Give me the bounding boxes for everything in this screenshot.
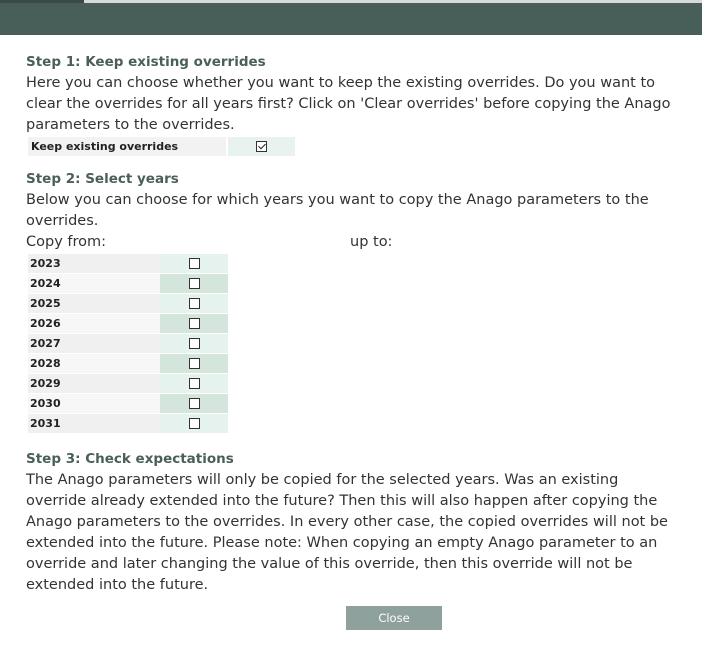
year-checkbox-cell [160,334,228,354]
year-row [28,354,228,374]
step3-text: The Anago parameters will only be copied for the selected years. Was an existing override already extended into the future? Then this will also happen after copying the Anago parameters to the overrides. In every other case, the copied overrides will not be extended into the future. Please note: When copying an empty Anago parameter to an override and later changing the value of this override, then this override will not be extended into the future. [26,472,668,593]
year-row [28,274,228,294]
keep-overrides-label: Keep existing overrides [28,137,226,156]
year-checkbox[interactable] [189,278,200,289]
year-label: 2029 [28,374,160,394]
year-label: 2030 [28,394,160,414]
keep-overrides-checkbox[interactable] [256,141,267,152]
year-label: 2026 [28,314,160,334]
step2-title: Step 2: Select years [26,171,179,187]
year-checkbox-cell [160,274,228,294]
year-checkbox[interactable] [189,318,200,329]
dialog-header [0,3,702,35]
keep-overrides-cell [228,137,295,156]
step2-text: Below you can choose for which years you want to copy the Anago parameters to the overrides. [26,192,649,229]
step1-text: Here you can choose whether you want to keep the existing overrides. Do you want to clear the overrides for all years first? Click on 'Clear overrides' before copying the Anago parameters to the overrides. [26,75,671,133]
year-checkbox[interactable] [189,258,200,269]
year-row [28,254,228,274]
year-label: 2028 [28,354,160,374]
year-label: 2031 [28,414,160,434]
close-button[interactable]: Close [346,606,442,630]
copy-range-labels [26,232,676,253]
year-checkbox-cell [160,314,228,334]
copy-from-label: Copy from: [26,234,107,250]
up-to-label: up to: [350,234,393,250]
keep-overrides-row [28,137,296,156]
year-checkbox[interactable] [189,298,200,309]
year-label: 2025 [28,294,160,314]
year-list [28,254,228,434]
year-checkbox-cell [160,294,228,314]
year-checkbox[interactable] [189,398,200,409]
year-row [28,374,228,394]
year-checkbox-cell [160,414,228,434]
step1-title: Step 1: Keep existing overrides [26,54,266,70]
year-label: 2027 [28,334,160,354]
year-row [28,414,228,434]
year-row [28,294,228,314]
year-checkbox-cell [160,394,228,414]
year-row [28,334,228,354]
step3-title: Step 3: Check expectations [26,451,234,467]
year-checkbox[interactable] [189,418,200,429]
year-checkbox[interactable] [189,338,200,349]
year-checkbox-cell [160,254,228,274]
year-row [28,394,228,414]
dialog-content [26,52,676,596]
year-checkbox-cell [160,374,228,394]
year-label: 2024 [28,274,160,294]
year-checkbox[interactable] [189,358,200,369]
year-row [28,314,228,334]
year-checkbox-cell [160,354,228,374]
year-label: 2023 [28,254,160,274]
year-checkbox[interactable] [189,378,200,389]
